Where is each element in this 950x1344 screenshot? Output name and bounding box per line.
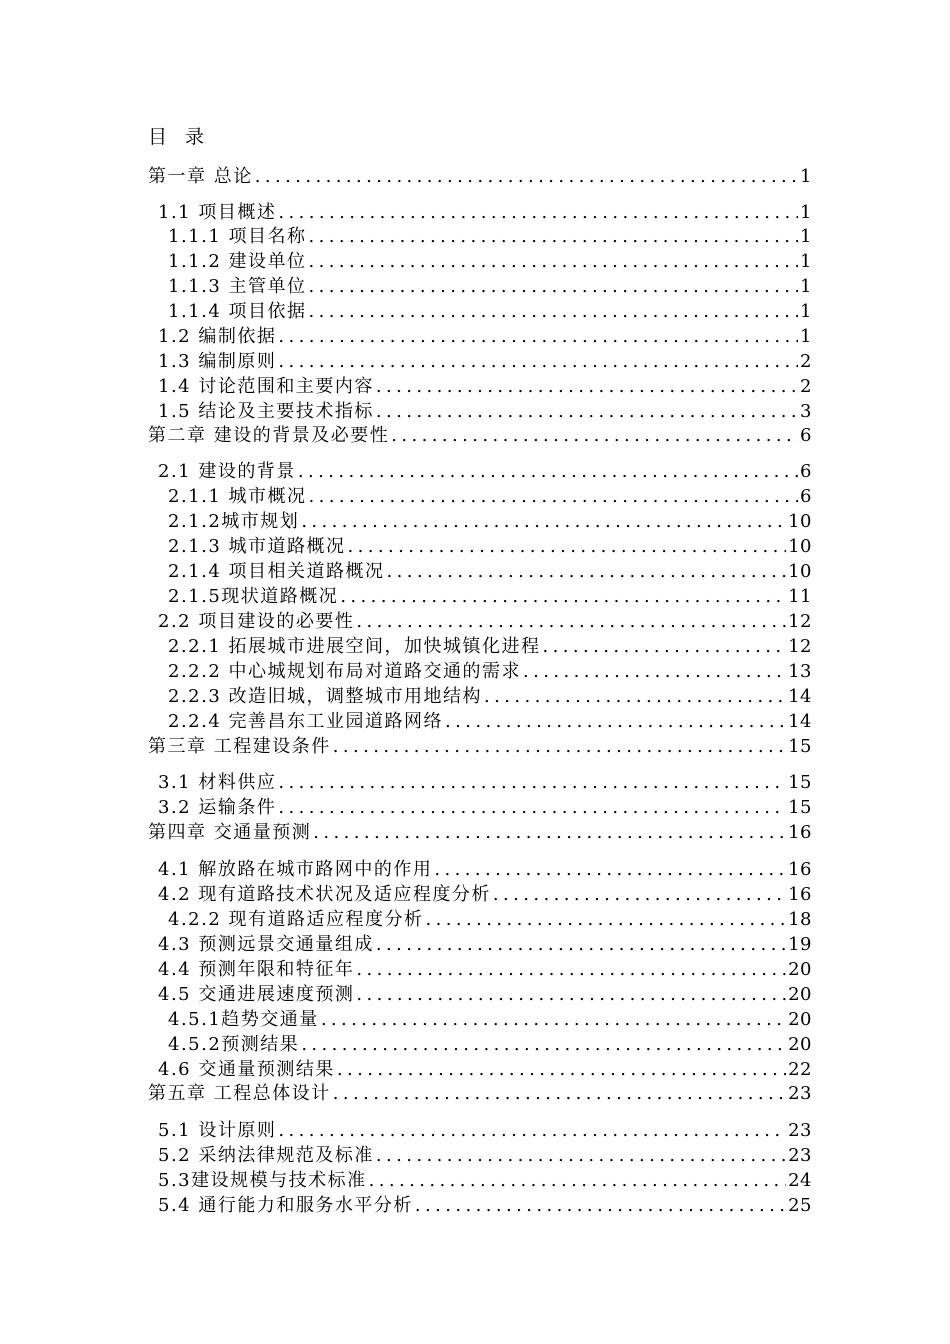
toc-leader-dots	[348, 534, 787, 559]
toc-leader-dots	[321, 1007, 786, 1032]
toc-entry-page: 10	[788, 511, 812, 532]
toc-entry-page: 20	[788, 984, 812, 1005]
toc-entry-title: 5.3建设规模与技术标准	[158, 1170, 367, 1191]
toc-leader-dots	[484, 684, 786, 709]
toc-entry[interactable]	[158, 1118, 812, 1143]
toc-entry[interactable]	[168, 659, 812, 684]
toc-entry[interactable]	[168, 634, 812, 659]
toc-entry[interactable]	[158, 399, 812, 424]
toc-leader-dots	[301, 1032, 786, 1057]
toc-leader-dots	[356, 982, 786, 1007]
toc-entry-page: 24	[788, 1170, 812, 1191]
toc-entry-title: 2.1.2城市规划	[168, 511, 300, 532]
toc-entry[interactable]	[168, 274, 812, 299]
toc-entry[interactable]	[158, 459, 812, 484]
toc-entry-title: 2.1.4 项目相关道路概况	[168, 561, 385, 582]
toc-entry-title: 第二章 建设的背景及必要性	[148, 425, 390, 446]
toc-title: 目 录	[148, 126, 211, 148]
toc-entry-page: 22	[788, 1059, 812, 1080]
toc-entry-title: 4.5.1趋势交通量	[168, 1009, 319, 1030]
toc-entry-page: 15	[788, 736, 812, 757]
toc-leader-dots	[376, 374, 798, 399]
toc-entry-page: 1	[800, 202, 812, 223]
toc-leader-dots	[493, 882, 786, 907]
toc-leader-dots	[313, 820, 786, 845]
toc-entry[interactable]	[168, 249, 812, 274]
toc-entry-page: 10	[788, 561, 812, 582]
toc-entry-title: 2.1.5现状道路概况	[168, 586, 339, 607]
toc-leader-dots	[278, 200, 798, 225]
toc-leader-dots	[309, 274, 799, 299]
toc-entry[interactable]	[168, 559, 812, 584]
toc-leader-dots	[278, 1118, 786, 1143]
toc-entry-page: 1	[800, 301, 812, 322]
toc-entry-page: 2	[800, 376, 812, 397]
toc-entry[interactable]	[158, 932, 812, 957]
toc-entry-page: 25	[788, 1195, 812, 1216]
toc-entry[interactable]	[158, 200, 812, 225]
toc-entry-title: 4.6 交通量预测结果	[158, 1059, 335, 1080]
toc-entry[interactable]	[148, 164, 812, 189]
toc-entry-page: 14	[788, 711, 812, 732]
toc-leader-dots	[309, 249, 799, 274]
toc-entry[interactable]	[158, 1143, 812, 1168]
toc-entry-title: 第一章 总论	[148, 166, 253, 187]
toc-entry[interactable]	[168, 299, 812, 324]
toc-entry[interactable]	[158, 770, 812, 795]
toc-entry-title: 4.1 解放路在城市路网中的作用	[158, 859, 433, 880]
toc-entry[interactable]	[168, 484, 812, 509]
toc-entry-title: 5.1 设计原则	[158, 1120, 277, 1141]
toc-leader-dots	[369, 1168, 786, 1193]
toc-entry-title: 2.1.1 城市概况	[168, 486, 307, 507]
toc-entry[interactable]	[168, 684, 812, 709]
toc-leader-dots	[337, 1057, 786, 1082]
toc-entry-page: 12	[788, 636, 812, 657]
toc-leader-dots	[278, 795, 786, 820]
toc-entry-title: 1.4 讨论范围和主要内容	[158, 376, 374, 397]
toc-entry-title: 1.1.3 主管单位	[168, 276, 307, 297]
toc-entry-page: 16	[788, 822, 812, 843]
toc-leader-dots	[543, 634, 787, 659]
toc-entry-title: 1.1.4 项目依据	[168, 301, 307, 322]
toc-entry[interactable]	[158, 349, 812, 374]
toc-leader-dots	[301, 509, 786, 534]
toc-entry-title: 第五章 工程总体设计	[148, 1083, 331, 1104]
toc-entry-page: 6	[800, 461, 812, 482]
toc-entry-title: 3.1 材料供应	[158, 772, 277, 793]
toc-entry[interactable]	[168, 224, 812, 249]
toc-entry[interactable]	[148, 1081, 812, 1106]
toc-entry-title: 4.3 预测远景交通量组成	[158, 934, 374, 955]
toc-leader-dots	[356, 609, 786, 634]
toc-entry[interactable]	[168, 1032, 812, 1057]
toc-entry-page: 16	[788, 884, 812, 905]
toc-entry-page: 16	[788, 859, 812, 880]
toc-entry[interactable]	[168, 584, 812, 609]
toc-leader-dots	[333, 1081, 786, 1106]
toc-leader-dots	[309, 299, 799, 324]
toc-leader-dots	[376, 1143, 786, 1168]
toc-entry-page: 6	[800, 486, 812, 507]
toc-entry[interactable]	[148, 423, 812, 448]
toc-entry-title: 1.1.1 项目名称	[168, 226, 307, 247]
toc-entry[interactable]	[158, 982, 812, 1007]
toc-entry[interactable]	[168, 1007, 812, 1032]
toc-entry-title: 3.2 运输条件	[158, 797, 277, 818]
toc-entry[interactable]	[158, 1193, 812, 1218]
toc-leader-dots	[278, 349, 798, 374]
toc-entry-page: 6	[800, 425, 812, 446]
toc-leader-dots	[523, 659, 786, 684]
toc-entry[interactable]	[158, 374, 812, 399]
toc-entry-title: 4.5.2预测结果	[168, 1034, 300, 1055]
toc-entry[interactable]	[168, 709, 812, 734]
toc-entry-title: 5.2 采纳法律规范及标准	[158, 1145, 374, 1166]
toc-entry-page: 15	[788, 797, 812, 818]
toc-entry-page: 3	[800, 401, 812, 422]
toc-entry-page: 1	[800, 326, 812, 347]
toc-entry[interactable]	[158, 795, 812, 820]
toc-leader-dots	[298, 459, 798, 484]
toc-entry-page: 10	[788, 536, 812, 557]
toc-entry-title: 5.4 通行能力和服务水平分析	[158, 1195, 413, 1216]
toc-leader-dots	[340, 584, 786, 609]
toc-leader-dots	[333, 734, 786, 759]
toc-entry-title: 2.2 项目建设的必要性	[158, 611, 355, 632]
toc-entry[interactable]	[168, 534, 812, 559]
toc-entry-page: 13	[788, 661, 812, 682]
toc-entry-page: 20	[788, 1009, 812, 1030]
toc-entry-title: 1.5 结论及主要技术指标	[158, 401, 374, 422]
toc-entry-title: 2.2.2 中心城规划布局对道路交通的需求	[168, 661, 522, 682]
toc-leader-dots	[426, 907, 787, 932]
toc-entry-page: 23	[788, 1083, 812, 1104]
toc-entry-page: 20	[788, 959, 812, 980]
toc-entry-page: 1	[800, 251, 812, 272]
toc-leader-dots	[278, 770, 786, 795]
toc-entry-page: 1	[800, 166, 812, 187]
toc-entry-title: 4.2 现有道路技术状况及适应程度分析	[158, 884, 491, 905]
toc-leader-dots	[434, 857, 786, 882]
toc-entry-page: 12	[788, 611, 812, 632]
toc-entry-title: 2.1 建设的背景	[158, 461, 296, 482]
toc-entry-title: 1.2 编制依据	[158, 326, 277, 347]
toc-entry[interactable]	[158, 609, 812, 634]
toc-entry-page: 15	[788, 772, 812, 793]
toc-leader-dots	[278, 324, 798, 349]
toc-entry-title: 1.1 项目概述	[158, 202, 277, 223]
toc-entry-page: 2	[800, 351, 812, 372]
toc-leader-dots	[387, 559, 787, 584]
toc-entry-title: 1.1.2 建设单位	[168, 251, 307, 272]
toc-entry-page: 19	[788, 934, 812, 955]
toc-entry-title: 4.5 交通进展速度预测	[158, 984, 355, 1005]
toc-entry[interactable]	[158, 1057, 812, 1082]
toc-leader-dots	[309, 224, 799, 249]
toc-entry-title: 2.2.1 拓展城市进展空间，加快城镇化进程	[168, 636, 541, 657]
toc-entry[interactable]	[168, 509, 812, 534]
toc-entry-title: 2.2.3 改造旧城，调整城市用地结构	[168, 686, 483, 707]
toc-entry-page: 14	[788, 686, 812, 707]
toc-leader-dots	[255, 164, 798, 189]
toc-entry[interactable]	[158, 324, 812, 349]
toc-entry-title: 4.4 预测年限和特征年	[158, 959, 355, 980]
toc-entry[interactable]	[158, 1168, 812, 1193]
toc-leader-dots	[376, 399, 798, 424]
toc-entry-page: 11	[788, 586, 812, 607]
toc-leader-dots	[356, 957, 786, 982]
toc-entry-page: 23	[788, 1120, 812, 1141]
toc-entry-page: 23	[788, 1145, 812, 1166]
toc-entry[interactable]	[158, 857, 812, 882]
toc-entry-page: 1	[800, 276, 812, 297]
toc-leader-dots	[445, 709, 786, 734]
toc-leader-dots	[309, 484, 799, 509]
toc-entry-page: 1	[800, 226, 812, 247]
toc-entry-page: 20	[788, 1034, 812, 1055]
toc-entry-title: 第三章 工程建设条件	[148, 736, 331, 757]
toc-entry-page: 18	[788, 909, 812, 930]
toc-entry[interactable]	[158, 882, 812, 907]
toc-entry[interactable]	[158, 957, 812, 982]
toc-entry-title: 2.1.3 城市道路概况	[168, 536, 346, 557]
toc-entry-title: 第四章 交通量预测	[148, 822, 312, 843]
toc-entry-title: 4.2.2 现有道路适应程度分析	[168, 909, 424, 930]
toc-leader-dots	[391, 423, 798, 448]
toc-leader-dots	[415, 1193, 786, 1218]
toc-entry-title: 1.3 编制原则	[158, 351, 277, 372]
toc-entry[interactable]	[148, 734, 812, 759]
toc-entry[interactable]	[148, 820, 812, 845]
toc-entry-title: 2.2.4 完善昌东工业园道路网络	[168, 711, 444, 732]
toc-entry[interactable]	[168, 907, 812, 932]
toc-leader-dots	[376, 932, 786, 957]
